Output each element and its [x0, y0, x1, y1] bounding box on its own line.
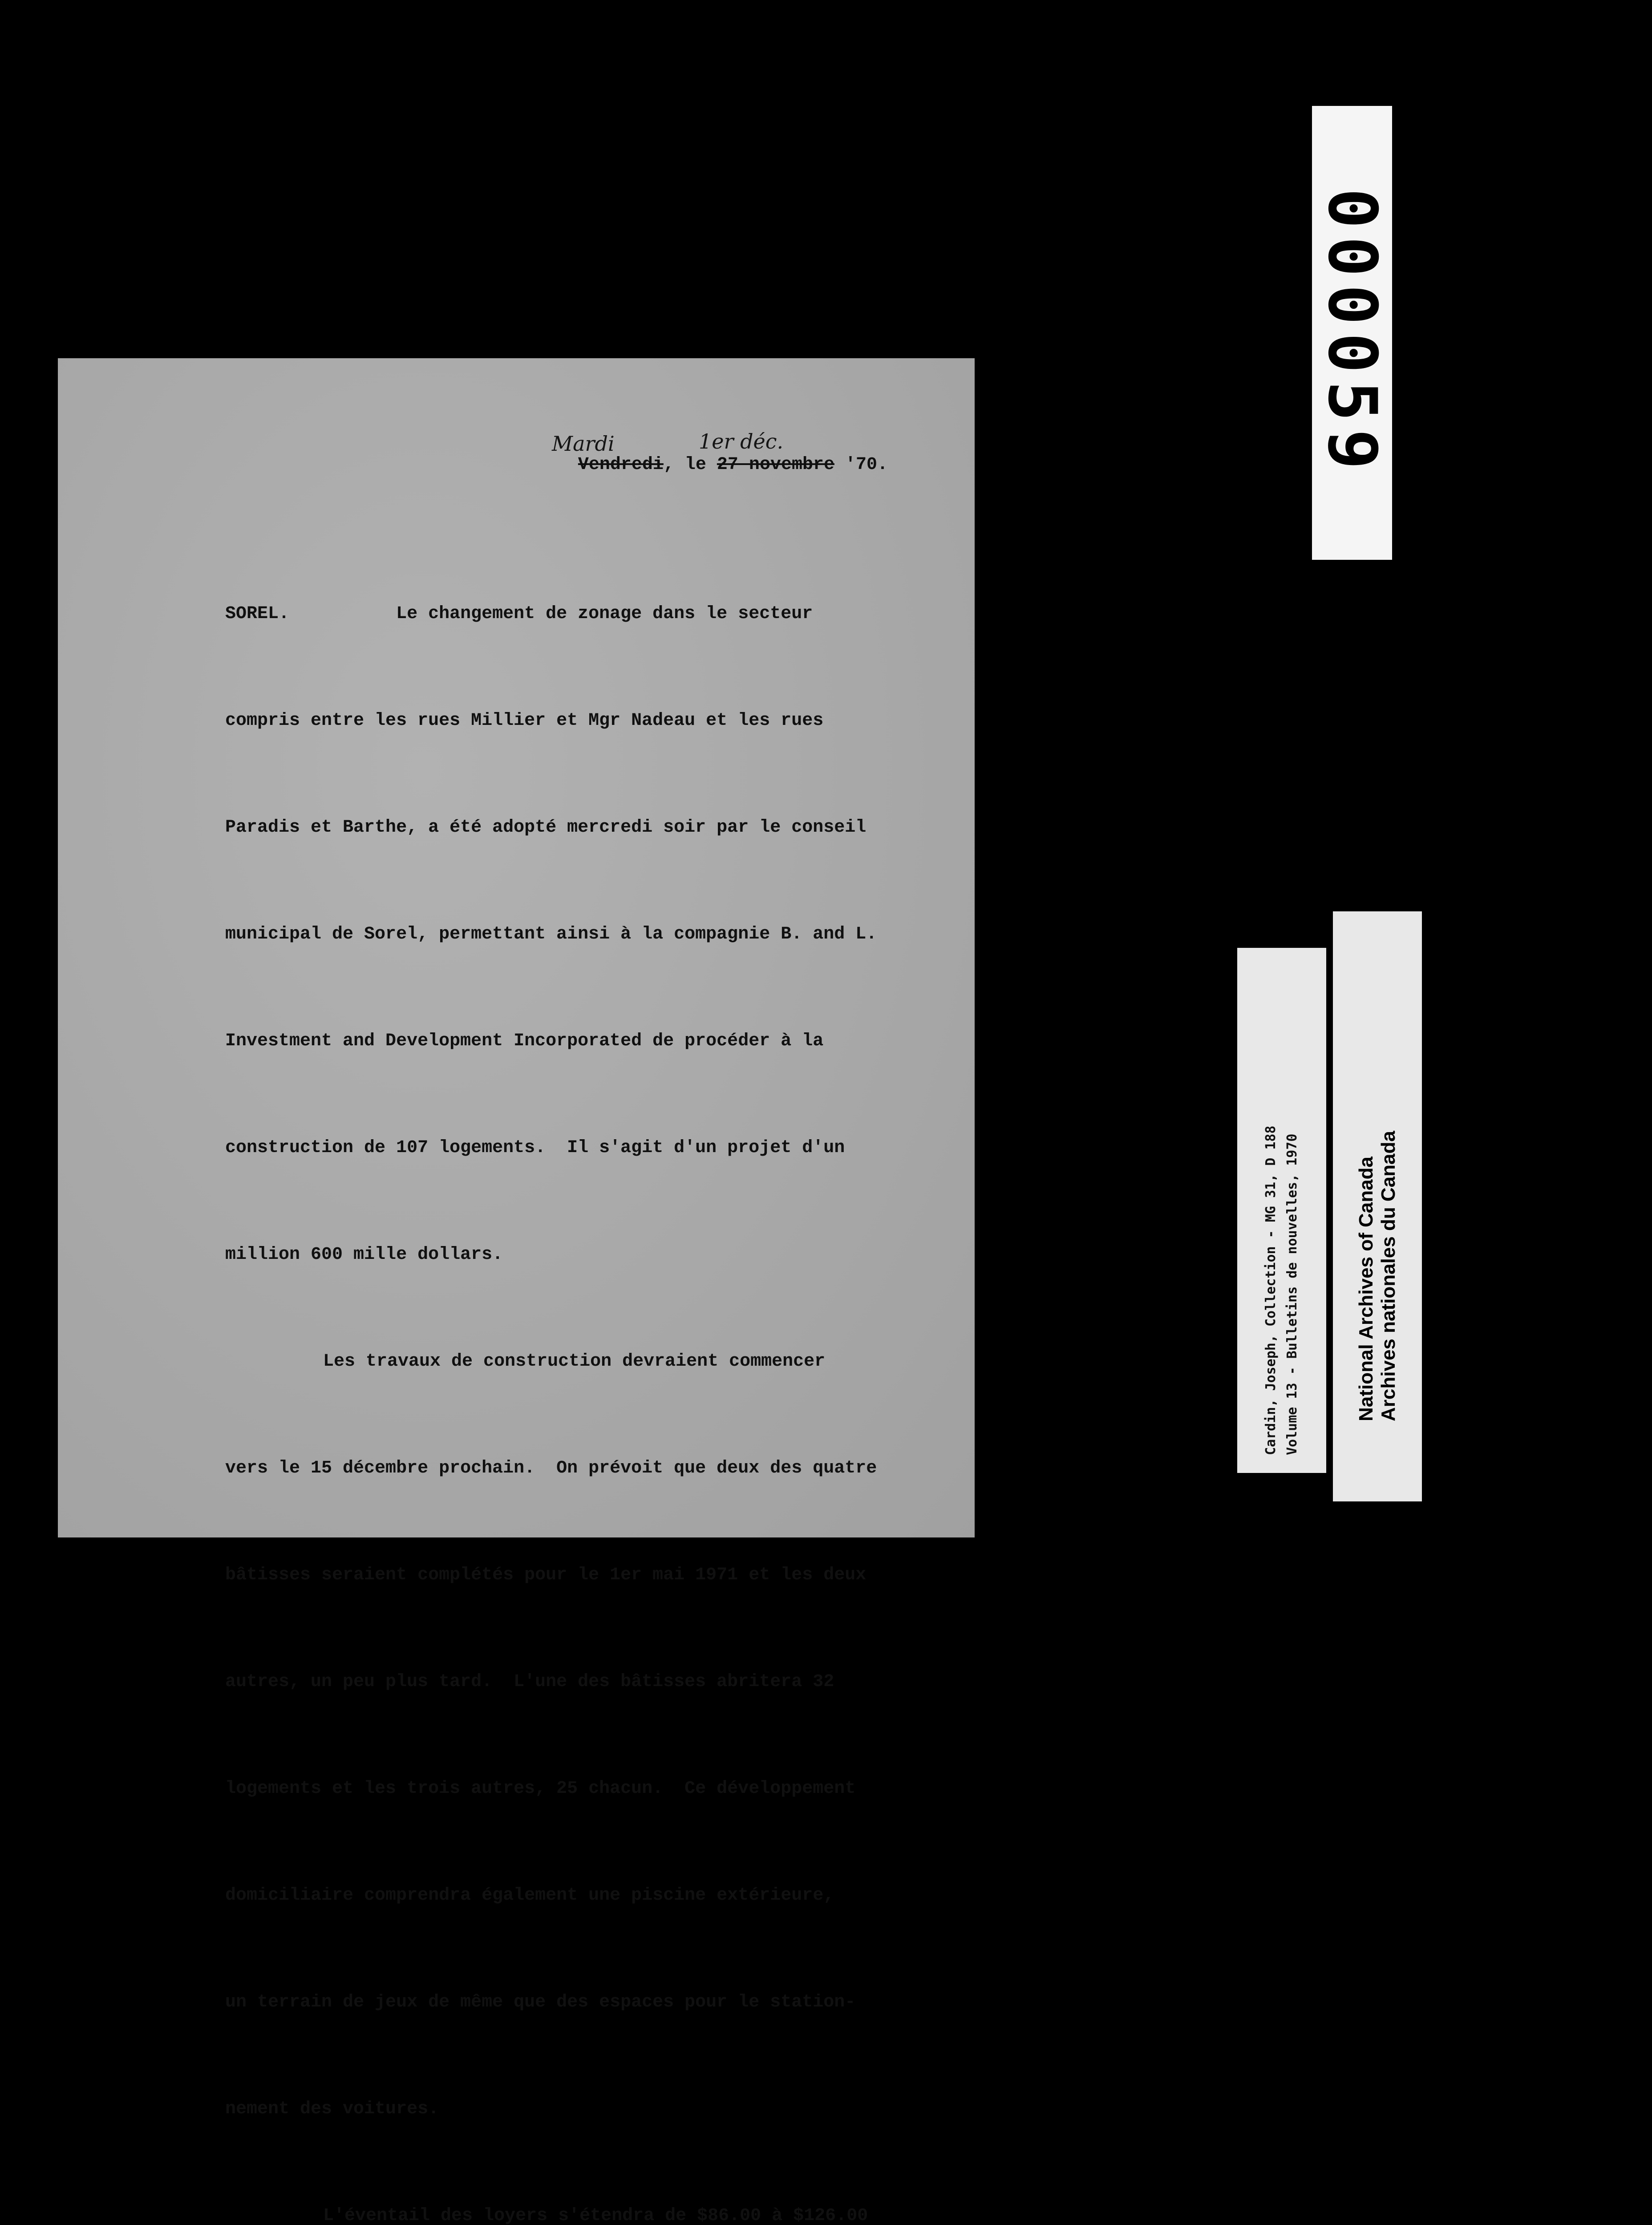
- body-line: construction de 107 logements. Il s'agit d'un projet d'un: [225, 1138, 845, 1158]
- archives-label-line1: National Archives of Canada: [1355, 1157, 1377, 1421]
- body-line: Les travaux de construction devraient commencer: [323, 1351, 826, 1371]
- collection-label-line1: Cardin, Joseph, Collection - MG 31, D 188: [1263, 1125, 1279, 1455]
- body-line: compris entre les rues Millier et Mgr Nadeau et les rues: [225, 711, 824, 731]
- body-line: SOREL. Le changement de zonage dans le secteur: [225, 604, 813, 624]
- archives-label-line2: Archives nationales du Canada: [1377, 1131, 1399, 1421]
- body-line: Paradis et Barthe, a été adopté mercredi soir par le conseil: [225, 817, 866, 837]
- body-line: un terrain de jeux de même que des espaces pour le station-: [225, 1992, 856, 2012]
- handwritten-day: Mardi: [552, 432, 615, 456]
- typed-document-page: [58, 358, 975, 2225]
- body-line: logements et les trois autres, 25 chacun. Ce développement: [225, 1779, 856, 1799]
- body-line: domiciliaire comprendra également une piscine extérieure,: [225, 1885, 834, 1905]
- body-line: vers le 15 décembre prochain. On prévoit que deux des quatre: [225, 1458, 877, 1478]
- body-line: L'éventail des loyers s'étendra de $86.00 à $126.00: [323, 2206, 868, 2225]
- collection-label: [1237, 948, 1326, 1473]
- body-line: Investment and Development Incorporated de procéder à la: [225, 1031, 824, 1051]
- body-line: nement des voitures.: [225, 2099, 439, 2119]
- date-separator: , le: [663, 455, 717, 475]
- date-year: '70.: [834, 455, 888, 475]
- collection-label-line2: Volume 13 - Bulletins de nouvelles, 1970: [1284, 1133, 1300, 1455]
- body-line: bâtisses seraient complétés pour le 1er mai 1971 et les deux: [225, 1565, 866, 1585]
- body-line: municipal de Sorel, permettant ainsi à la compagnie B. and L.: [225, 924, 877, 944]
- body-line: million 600 mille dollars.: [225, 1245, 503, 1265]
- handwritten-date: 1er déc.: [699, 429, 784, 453]
- frame-counter-digits: 000059: [1313, 188, 1391, 477]
- archives-label: [1333, 911, 1422, 1501]
- frame-counter-strip: [1312, 106, 1392, 560]
- date-line: [578, 455, 888, 475]
- document-body: [225, 525, 877, 2225]
- struck-day: Vendredi: [578, 455, 664, 475]
- struck-date: 27 novembre: [717, 455, 834, 475]
- body-line: autres, un peu plus tard. L'une des bâtisses abritera 32: [225, 1672, 834, 1692]
